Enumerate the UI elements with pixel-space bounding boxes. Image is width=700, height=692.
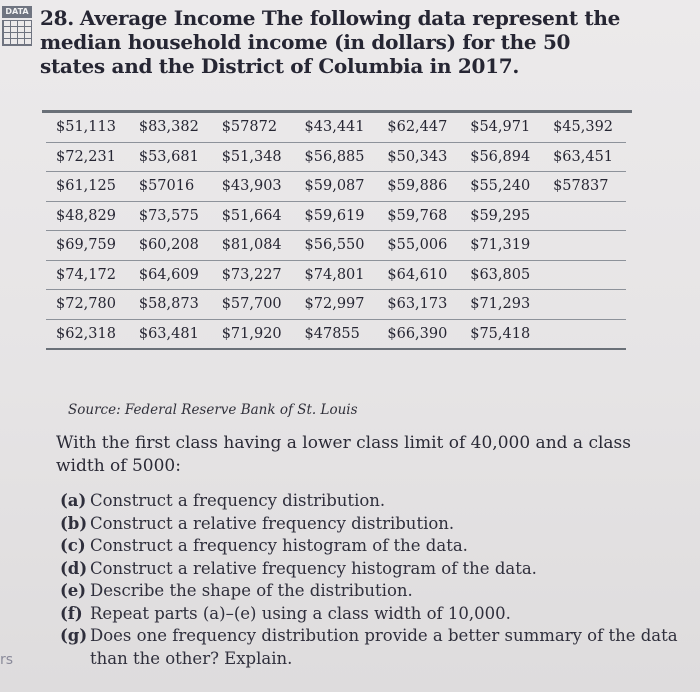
income-cell: $72,780 bbox=[46, 290, 129, 320]
income-cell: $71,920 bbox=[212, 319, 295, 349]
table-row bbox=[46, 172, 626, 202]
income-cell: $72,231 bbox=[46, 142, 129, 172]
income-cell: $56,894 bbox=[460, 142, 543, 172]
income-cell: $81,084 bbox=[212, 231, 295, 261]
income-cell: $64,610 bbox=[377, 260, 460, 290]
problem-statement bbox=[40, 6, 640, 78]
part-a bbox=[60, 490, 690, 513]
part-text: Construct a relative frequency distribution. bbox=[90, 513, 455, 533]
part-b bbox=[60, 513, 690, 536]
income-cell: $63,173 bbox=[377, 290, 460, 320]
income-cell: $47855 bbox=[295, 319, 378, 349]
part-letter: (b) bbox=[60, 513, 88, 533]
income-cell: $55,006 bbox=[377, 231, 460, 261]
data-icon bbox=[2, 6, 32, 46]
income-cell: $63,451 bbox=[543, 142, 626, 172]
income-cell: $45,392 bbox=[543, 113, 626, 142]
income-cell: $55,240 bbox=[460, 172, 543, 202]
table-row bbox=[46, 290, 626, 320]
part-c bbox=[60, 535, 690, 558]
part-letter: (c) bbox=[60, 536, 86, 555]
income-cell: $56,550 bbox=[295, 231, 378, 261]
income-cell: $51,113 bbox=[46, 113, 129, 142]
income-cell bbox=[543, 319, 626, 349]
income-cell: $57016 bbox=[129, 172, 212, 202]
income-cell: $59,619 bbox=[295, 201, 378, 231]
income-cell bbox=[543, 290, 626, 320]
part-letter: (f) bbox=[60, 603, 83, 623]
part-text: Repeat parts (a)–(e) using a class width of 10,000. bbox=[90, 603, 511, 623]
income-cell: $63,481 bbox=[129, 319, 212, 349]
income-cell: $62,318 bbox=[46, 319, 129, 349]
income-table bbox=[46, 113, 626, 350]
income-cell: $71,293 bbox=[460, 290, 543, 320]
income-cell: $59,295 bbox=[460, 201, 543, 231]
table-row bbox=[46, 260, 626, 290]
income-cell: $69,759 bbox=[46, 231, 129, 261]
part-letter: (e) bbox=[60, 581, 87, 600]
income-cell: $61,125 bbox=[46, 172, 129, 202]
problem-title: Average Income bbox=[79, 6, 256, 30]
income-cell: $54,971 bbox=[460, 113, 543, 142]
instructions-text: With the first class having a lower class limit of 40,000 and a class width of 5000: bbox=[56, 433, 632, 476]
income-cell: $63,805 bbox=[460, 260, 543, 290]
table-row bbox=[46, 231, 626, 261]
part-d bbox=[60, 558, 690, 581]
table-row bbox=[46, 113, 626, 142]
part-letter: (d) bbox=[60, 558, 88, 578]
income-cell: $64,609 bbox=[129, 260, 212, 290]
part-text: Construct a relative frequency histogram of the data. bbox=[90, 558, 537, 578]
income-cell: $43,903 bbox=[212, 172, 295, 202]
income-cell: $74,801 bbox=[295, 260, 378, 290]
table-source: Source: Federal Reserve Bank of St. Louis bbox=[68, 402, 358, 418]
income-cell: $83,382 bbox=[129, 113, 212, 142]
part-text: Construct a frequency histogram of the data. bbox=[90, 536, 468, 555]
income-cell: $60,208 bbox=[129, 231, 212, 261]
table-row bbox=[46, 142, 626, 172]
income-cell: $43,441 bbox=[295, 113, 378, 142]
income-cell: $57837 bbox=[543, 172, 626, 202]
income-cell: $59,886 bbox=[377, 172, 460, 202]
income-cell: $56,885 bbox=[295, 142, 378, 172]
income-cell: $71,319 bbox=[460, 231, 543, 261]
income-cell bbox=[543, 260, 626, 290]
data-badge-label: DATA bbox=[2, 6, 32, 18]
income-cell: $72,997 bbox=[295, 290, 378, 320]
part-text: Describe the shape of the distribution. bbox=[90, 581, 413, 600]
income-cell: $58,873 bbox=[129, 290, 212, 320]
income-cell: $59,768 bbox=[377, 201, 460, 231]
part-text: Does one frequency distribution provide a better summary of the data than the other? Explain. bbox=[90, 626, 678, 668]
part-text: Construct a frequency distribution. bbox=[90, 491, 386, 510]
part-letter: (a) bbox=[60, 491, 87, 510]
part-e bbox=[60, 580, 690, 603]
part-g bbox=[60, 625, 690, 670]
income-cell bbox=[543, 201, 626, 231]
income-cell: $74,172 bbox=[46, 260, 129, 290]
income-cell: $66,390 bbox=[377, 319, 460, 349]
income-cell bbox=[543, 231, 626, 261]
income-table-container bbox=[42, 110, 632, 350]
income-cell: $53,681 bbox=[129, 142, 212, 172]
income-cell: $51,664 bbox=[212, 201, 295, 231]
exercise-parts bbox=[60, 490, 690, 670]
income-cell: $57872 bbox=[212, 113, 295, 142]
income-cell: $50,343 bbox=[377, 142, 460, 172]
problem-number: 28. bbox=[40, 6, 74, 30]
margin-fragment: rs bbox=[0, 652, 14, 668]
income-cell: $57,700 bbox=[212, 290, 295, 320]
income-cell: $62,447 bbox=[377, 113, 460, 142]
part-f bbox=[60, 603, 690, 626]
part-letter: (g) bbox=[60, 626, 88, 645]
income-cell: $51,348 bbox=[212, 142, 295, 172]
income-cell: $48,829 bbox=[46, 201, 129, 231]
table-row bbox=[46, 319, 626, 349]
table-row bbox=[46, 201, 626, 231]
problem-text: The following data represent the median household income (in dollars) for the 50 states and the District of Columbia in 2017. bbox=[40, 6, 621, 78]
income-cell: $75,418 bbox=[460, 319, 543, 349]
income-cell: $73,575 bbox=[129, 201, 212, 231]
income-cell: $59,087 bbox=[295, 172, 378, 202]
data-grid-icon bbox=[2, 20, 32, 46]
income-cell: $73,227 bbox=[212, 260, 295, 290]
